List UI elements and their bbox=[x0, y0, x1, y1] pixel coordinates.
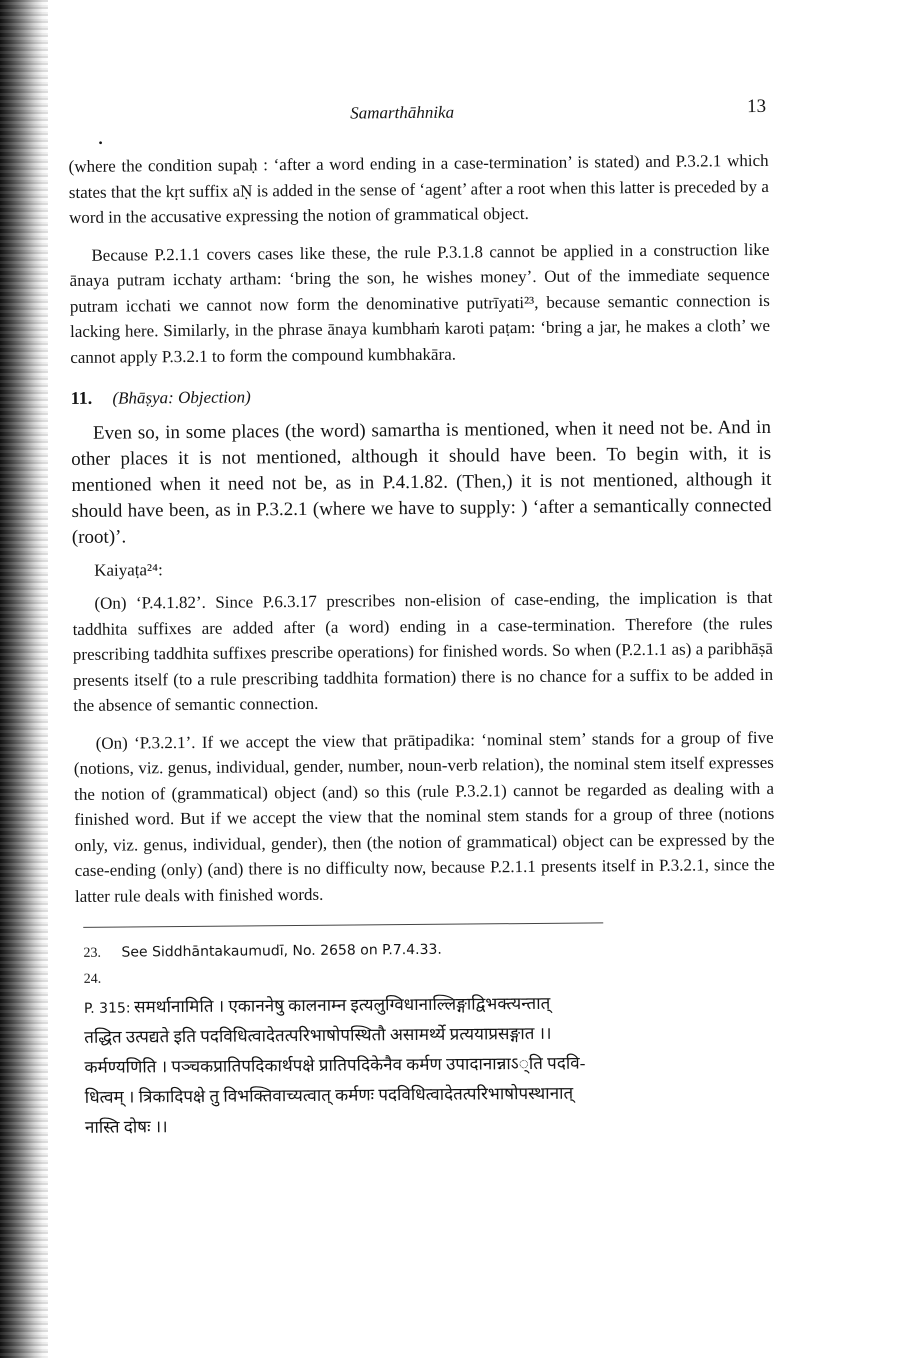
section-title: (Bhāṣya: Objection) bbox=[112, 387, 251, 408]
paragraph-on-p321: (On) ‘P.3.2.1’. If we accept the view that prātipadika: ‘nominal stem’ stands for a group of five (notions, viz. genus, individual, gender, number, noun-verb relation), the nominal stem itself expresses the notion of (grammatical) object (and) so this (rule P.3.2.1) cannot be regarded as dealing with a finished word. But if we accept the view that the nominal stem stands for a group of three (notions only, viz. genus, individual, gender), then (the notion of grammatical) object can be expressed by the case-ending (only) (and) there is no difficulty now, because P.2.1.1 presents itself in P.3.2.1, since the latter rule deals with finished words. bbox=[73, 727, 775, 906]
paragraph-on-p4182: (On) ‘P.4.1.82’. Since P.6.3.17 prescribes non-elision of case-ending, the implication is that taddhita suffixes are added after (a word) ending in a case-termination. Therefore (the rules prescribing taddhita suffixes prescribe operations) for finished words. So when (P.2.1.1 as) a paribhāṣā presents itself (to a rule prescribing taddhita formation) there is no chance for a suffix to be added in the absence of semantic connection. bbox=[72, 587, 774, 715]
bhasya-text: Even so, in some places (the word) samartha is mentioned, when it need not be. And in other places it is not mentioned, although it should have been. To begin with, it is mentioned when it need not be, as in P.4.1.82. (Then,) it is not mentioned, although it should have been, as in P.3.2.1 (where we have to supply: ) ‘after a semantically connected (root)’. bbox=[71, 416, 772, 548]
footnote-24-body bbox=[84, 987, 745, 1143]
book-page bbox=[68, 90, 777, 1143]
page-number: 13 bbox=[747, 95, 767, 118]
footnote-24-line-2: तद्धित उत्पद्यते इति पदविधित्वादेतत्परिभाषोपस्थितौ असामर्थ्ये प्रत्ययाप्रसङ्गात ।। bbox=[84, 1023, 552, 1047]
footnote-23-text: See Siddhāntakaumudī, No. 2658 on P.7.4.33. bbox=[121, 941, 442, 961]
stray-dot: • bbox=[98, 135, 103, 150]
footnote-24-number: 24. bbox=[83, 971, 102, 987]
footnote-24-ref: P. 315: bbox=[83, 1000, 131, 1017]
running-title: Samarthāhnika bbox=[350, 102, 455, 123]
footnote-24-line-1: समर्थानामिति । एकाननेषु कालनाम्न इत्यलुग्विधानाल्लिङ्गाद्विभक्त्यन्तात् bbox=[133, 993, 551, 1017]
book-spine-texture bbox=[0, 0, 48, 1358]
paragraph-continuation: (where the condition supaḥ : ‘after a word ending in a case-termination’ is stated) and P.3.2.1 which states that the kṛt suffix aṆ is added in the sense of ‘agent’ after a root when this latter is preceded by a word in the accusative expressing the notion of grammatical object. bbox=[68, 150, 769, 227]
paragraph-because: Because P.2.1.1 covers cases like these, the rule P.3.1.8 cannot be applied in a construction like ānaya putram icchaty artham: ‘bring the son, he wishes money’. Out of the immediate sequence putram icchati we cannot now form the denominative putrīyati²³, because semantic connection is lacking here. Similarly, in the phrase ānaya kumbhaṁ karoti paṭam: ‘bring a jar, he makes a cloth’ we cannot apply P.3.2.1 to form the compound kumbhakāra. bbox=[69, 239, 771, 367]
footnote-24-line-4: धित्वम् । त्रिकादिपक्षे तु विभक्तिवाच्यत्वात् कर्मणः पदविधित्वादेतत्परिभाषोपस्थानात् bbox=[84, 1083, 574, 1107]
footnote-divider bbox=[83, 922, 603, 928]
page-header bbox=[68, 90, 768, 130]
kaiyata-label: Kaiyaṭa²⁴: bbox=[94, 560, 163, 580]
section-heading bbox=[71, 382, 771, 409]
footnote-23-number: 23. bbox=[83, 945, 102, 961]
footnote-24 bbox=[84, 961, 778, 1143]
section-number: 11. bbox=[70, 387, 93, 408]
footnote-24-line-5: नास्ति दोषः ।। bbox=[84, 1117, 168, 1137]
footnote-24-line-3: कर्मण्यणिति । पञ्चकप्रातिपदिकार्थपक्षे प्रातिपदिकेनैव कर्मण उपादानान्नाऽ्ति पदवि- bbox=[84, 1053, 586, 1077]
